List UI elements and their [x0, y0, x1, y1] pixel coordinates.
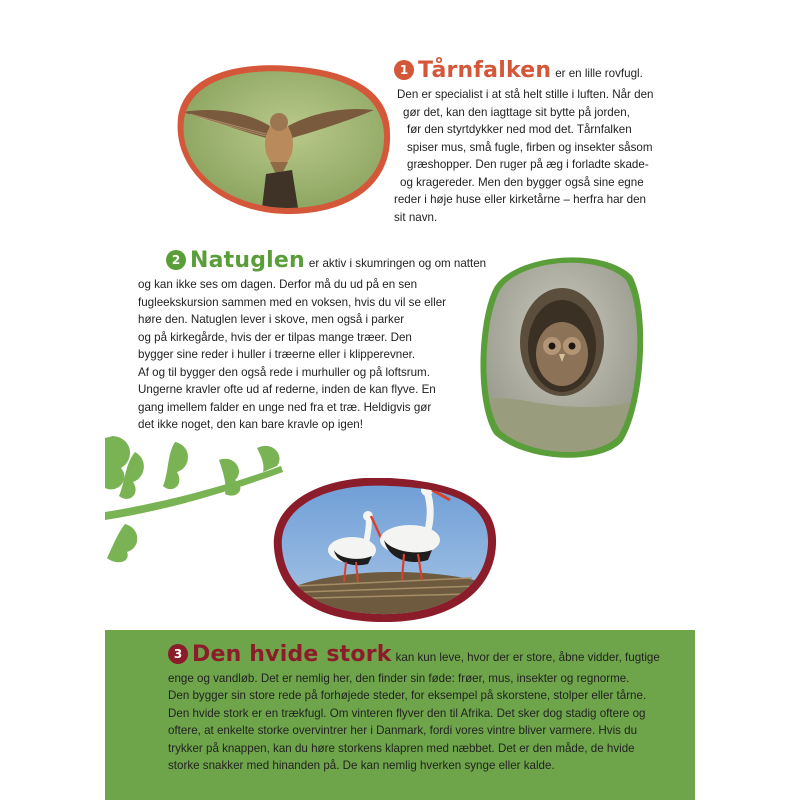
- falcon-title: Tårnfalken: [418, 58, 552, 83]
- stork-line-1: enge og vandløb. Det er nemlig her, den finder sin føde: frøer, mus, insekter og regnorme.: [168, 672, 630, 685]
- stork-line-5: trykker på knappen, kan du høre storkens klapren med næbbet. Det er den måde, de hvide: [168, 742, 635, 755]
- stork-line-4: oftere, at enkelte storke overvintrer her i Danmark, fordi vores vintre bliver varmere. Hvis du: [168, 724, 638, 737]
- stork-line-6: storke snakker med hinanden på. De kan nemlig hverken synge eller kalde.: [168, 759, 555, 772]
- falcon-line-3: før den styrtdykker ned mod det. Tårnfalken: [407, 123, 632, 136]
- falcon-line-6: og kragereder. Men den bygger også sine egne: [400, 176, 644, 189]
- owl-photo: [478, 250, 644, 462]
- falcon-line-5: græshopper. Den ruger på æg i forladte skade-: [407, 158, 649, 171]
- falcon-line-1: Den er specialist i at stå helt stille i luften. Når den: [397, 88, 654, 101]
- owl-line-7: Ungerne kravler ofte ud af rederne, inden de kan flyve. En: [138, 383, 436, 396]
- falcon-heading: [394, 58, 643, 83]
- owl-line-2: fugleekskursion sammen med en voksen, hvis du vil se eller: [138, 296, 447, 309]
- owl-number-badge: 2: [166, 250, 186, 270]
- owl-title: Natuglen: [190, 248, 305, 273]
- owl-line-4: og på kirkegårde, hvis der er tilpas mange træer. Den: [138, 331, 412, 344]
- owl-line-3: høre den. Natuglen lever i skove, men også i parker: [138, 313, 405, 326]
- branch-decoration: [105, 432, 287, 566]
- stork-line-0: kan kun leve, hvor der er store, åbne vidder, fugtige: [395, 651, 660, 664]
- stork-photo: [272, 478, 498, 622]
- owl-line-8: gang imellem falder en unge ned fra et træ. Heldigvis gør: [138, 401, 432, 414]
- owl-line-5: bygger sine reder i huller i træerne eller i klipperevner.: [138, 348, 416, 361]
- owl-line-0: er aktiv i skumringen og om natten: [308, 257, 487, 270]
- owl-heading: [166, 248, 486, 273]
- falcon-photo: [170, 62, 392, 214]
- owl-line-9: det ikke noget, den kan bare kravle op igen!: [138, 418, 363, 431]
- falcon-line-2: gør det, kan den iagttage sit bytte på jorden,: [403, 106, 630, 119]
- falcon-line-8: sit navn.: [394, 211, 438, 224]
- stork-heading: [168, 642, 660, 667]
- falcon-line-4: spiser mus, små fugle, firben og insekter såsom: [407, 141, 653, 154]
- falcon-line-7: reder i høje huse eller kirketårne – herfra har den: [394, 193, 646, 206]
- stork-number-badge: 3: [168, 644, 188, 664]
- stork-line-2: Den bygger sin store rede på forhøjede steder, for eksempel på skorstene, stolper eller tårne.: [168, 689, 647, 702]
- stork-line-3: Den hvide stork er en trækfugl. Om vinteren flyver den til Afrika. Det sker dog stadig oftere og: [168, 707, 646, 720]
- falcon-number-badge: 1: [394, 60, 414, 80]
- falcon-line-0: er en lille rovfugl.: [555, 67, 643, 80]
- stork-title: Den hvide stork: [192, 642, 392, 667]
- owl-line-6: Af og til bygger den også rede i murhuller og på loftsrum.: [138, 366, 430, 379]
- owl-line-1: og kan ikke ses om dagen. Derfor må du ud på en sen: [138, 278, 418, 291]
